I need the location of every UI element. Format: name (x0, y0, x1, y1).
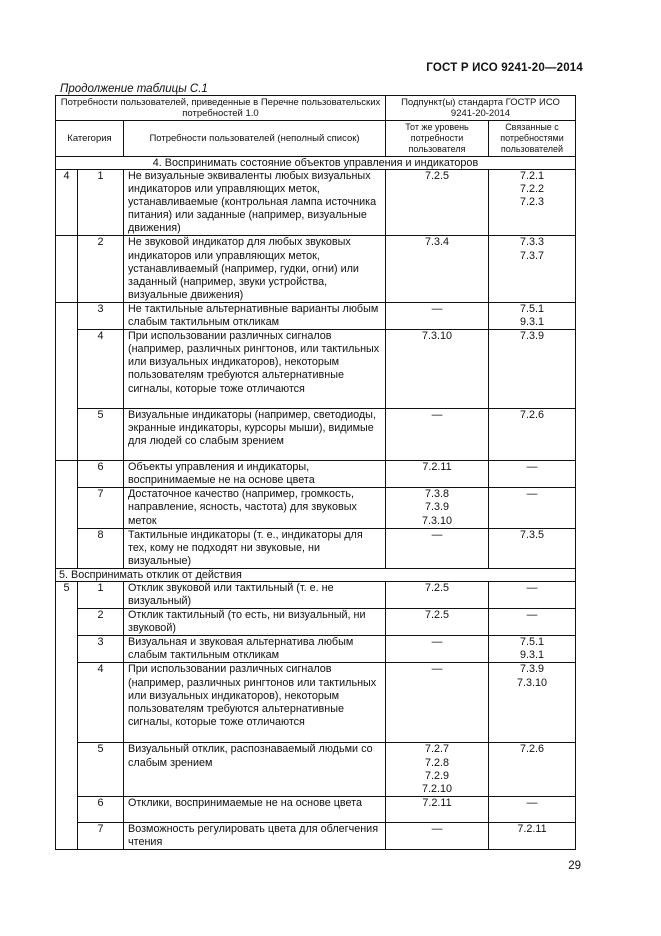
table-row (56, 636, 576, 663)
need-number: 2 (78, 609, 124, 636)
category-header: Категория (56, 121, 124, 157)
related-refs (489, 488, 576, 528)
table-row (56, 409, 576, 461)
need-description: Объекты управления и индикаторы, воспринимаемые не на основе цвета (124, 461, 386, 488)
subclause-ref: — (431, 528, 443, 541)
related-refs (489, 409, 576, 461)
same-level-refs (386, 743, 489, 796)
subclause-ref: — (526, 461, 538, 474)
need-number: 4 (78, 330, 124, 409)
table-row (56, 581, 576, 608)
need-description: Визуальная и звуковая альтернатива любым слабым тактильным откликам (124, 636, 386, 663)
need-description: Визуальные индикаторы (например, светодиоды, экранные индикаторы, курсоры мыши), видимые для людей со слабым зрением (124, 409, 386, 461)
subclause-ref: 7.3.4 (424, 236, 449, 249)
subclause-ref: 7.3.9 (424, 501, 449, 514)
need-number: 6 (78, 796, 124, 822)
subclause-ref: 7.2.9 (424, 769, 449, 782)
table-header-row (56, 96, 576, 121)
same-level-refs (386, 236, 489, 302)
table-row (56, 330, 576, 409)
subclause-ref: 7.3.10 (421, 514, 453, 527)
need-number: 1 (78, 170, 124, 236)
related-refs (489, 170, 576, 236)
need-number: 6 (78, 461, 124, 488)
table-row (56, 528, 576, 568)
subclause-ref: — (431, 636, 443, 649)
related-refs (489, 663, 576, 743)
related-refs (489, 609, 576, 636)
need-description: Отклик звуковой или тактильный (т. е. не визуальный) (124, 581, 386, 608)
subclause-ref: 7.2.11 (422, 796, 452, 809)
table-row (56, 170, 576, 236)
need-description: При использовании различных сигналов (например, различных рингтонов или тактильных или визуальных индикаторов), некоторым пользователям требуются альтернативные сигналы, которые тоже отличаются (124, 663, 386, 743)
subclause-ref: 7.2.2 (519, 183, 544, 196)
section-title: 4. Воспринимать состояние объектов управления и индикаторов (56, 157, 576, 170)
need-number: 1 (78, 581, 124, 608)
table-row (56, 488, 576, 528)
subclause-ref: — (526, 488, 538, 501)
same-level-refs (386, 663, 489, 743)
subclause-ref: — (526, 581, 538, 594)
section-title-row (56, 568, 576, 581)
need-description: Не звуковой индикатор для любых звуковых индикаторов или управляющих меток, устанавливаемый (например, гудки, огни) или заданный (например, звуки устройства, визуальные движения) (124, 236, 386, 302)
same-level-refs (386, 461, 489, 488)
subclause-ref: — (431, 409, 443, 422)
same-level-refs (386, 302, 489, 329)
same-level-refs (386, 170, 489, 236)
related-refs (489, 330, 576, 409)
table-row (56, 822, 576, 849)
need-number: 5 (78, 743, 124, 796)
category-cell (56, 236, 78, 302)
need-number: 8 (78, 528, 124, 568)
need-number: 7 (78, 822, 124, 849)
subclause-ref: 7.3.5 (519, 528, 544, 541)
related-refs (489, 796, 576, 822)
subclause-ref: — (431, 663, 443, 676)
need-number: 4 (78, 663, 124, 743)
subclause-ref: 7.2.5 (424, 609, 449, 622)
subclause-ref: — (526, 609, 538, 622)
category-cell (56, 302, 78, 460)
section-title-row (56, 157, 576, 170)
subclause-ref: 7.2.11 (422, 461, 452, 474)
related-refs (489, 636, 576, 663)
subclause-ref: 7.2.1 (519, 170, 544, 182)
table-row (56, 236, 576, 302)
subclause-ref: 7.2.3 (519, 196, 544, 209)
same-level-refs (386, 581, 489, 608)
related-refs (489, 461, 576, 488)
need-description: Тактильные индикаторы (т. е., индикаторы для тех, кому не подходят ни звуковые, ни визуальные) (124, 528, 386, 568)
related-refs (489, 581, 576, 608)
category-cell: 4 (56, 170, 78, 236)
same-level-refs (386, 609, 489, 636)
need-description: Возможность регулировать цвета для облегчения чтения (124, 822, 386, 849)
related-refs (489, 743, 576, 796)
category-cell (56, 461, 78, 569)
subclause-ref: 7.2.6 (519, 409, 544, 422)
page-number: 29 (568, 860, 581, 872)
related-header: Связанные с потребностями пользователей (489, 121, 576, 157)
need-description: Не тактильные альтернативные варианты любым слабым тактильным откликам (124, 302, 386, 329)
related-refs (489, 822, 576, 849)
table-row (56, 609, 576, 636)
need-number: 7 (78, 488, 124, 528)
subclause-ref: 7.3.10 (516, 676, 548, 689)
same-level-header: Тот же уровень потребности пользователя (386, 121, 489, 157)
requirements-table (55, 95, 576, 850)
subclause-ref: 7.3.9 (519, 663, 544, 676)
subclause-ref: 7.2.10 (421, 782, 453, 795)
table-row (56, 461, 576, 488)
subclause-ref: — (431, 822, 443, 835)
related-refs (489, 302, 576, 329)
table-subheader-row (56, 121, 576, 157)
need-description: При использовании различных сигналов (например, различных рингтонов, или тактильных или визуальных индикаторов), некоторым пользователям требуются альтернативные сигналы, которые тоже отличаются (124, 330, 386, 409)
subclause-ref: 7.5.1 (519, 302, 544, 315)
table-caption: Продолжение таблицы С.1 (60, 83, 208, 95)
subclause-ref: — (526, 796, 538, 809)
same-level-refs (386, 488, 489, 528)
need-description: Отклики, воспринимаемые не на основе цвета (124, 796, 386, 822)
same-level-refs (386, 822, 489, 849)
related-refs (489, 528, 576, 568)
section-title: 5. Воспринимать отклик от действия (56, 568, 576, 581)
subclause-ref: 9.3.1 (519, 649, 544, 662)
subclause-ref: — (431, 302, 443, 315)
subclause-ref: 7.5.1 (519, 636, 544, 649)
need-description: Отклик тактильный (то есть, ни визуальный, ни звуковой) (124, 609, 386, 636)
need-description: Достаточное качество (например, громкость, направление, ясность, частота) для звуковых меток (124, 488, 386, 528)
need-number: 5 (78, 409, 124, 461)
subclause-ref: 7.2.5 (424, 581, 449, 594)
subclause-header: Подпункт(ы) стандарта ГОСТР ИСО 9241-20-2014 (386, 96, 576, 121)
same-level-refs (386, 528, 489, 568)
subclause-ref: 7.2.5 (424, 170, 449, 182)
category-cell: 5 (56, 581, 78, 849)
need-description: Не визуальные эквиваленты любых визуальных индикаторов или управляющих меток, устанавливаемые (контрольная лампа источника питания) или заданные (например, визуальные движения) (124, 170, 386, 236)
same-level-refs (386, 409, 489, 461)
table-row (56, 663, 576, 743)
subclause-ref: 7.2.6 (519, 743, 544, 756)
subclause-ref: 7.2.8 (424, 756, 449, 769)
document-code: ГОСТ Р ИСО 9241-20—2014 (426, 62, 583, 74)
related-refs (489, 236, 576, 302)
subclause-ref: 7.3.9 (519, 330, 544, 343)
needs-header: Потребности пользователей, приведенные в Перечне пользовательских потребностей 1.0 (56, 96, 386, 121)
same-level-refs (386, 796, 489, 822)
subclause-ref: 7.2.11 (517, 822, 547, 835)
table-row (56, 796, 576, 822)
need-description: Визуальный отклик, распознаваемый людьми со слабым зрением (124, 743, 386, 796)
subclause-ref: 9.3.1 (519, 316, 544, 329)
subclause-ref: 7.3.10 (421, 330, 453, 343)
same-level-refs (386, 636, 489, 663)
subclause-ref: 7.3.8 (424, 488, 449, 501)
table-row (56, 302, 576, 329)
needs-list-header: Потребности пользователей (неполный список) (124, 121, 386, 157)
need-number: 3 (78, 302, 124, 329)
need-number: 2 (78, 236, 124, 302)
subclause-ref: 7.2.7 (424, 743, 449, 756)
need-number: 3 (78, 636, 124, 663)
table-row (56, 743, 576, 796)
subclause-ref: 7.3.3 (519, 236, 544, 249)
subclause-ref: 7.3.7 (519, 249, 544, 262)
same-level-refs (386, 330, 489, 409)
